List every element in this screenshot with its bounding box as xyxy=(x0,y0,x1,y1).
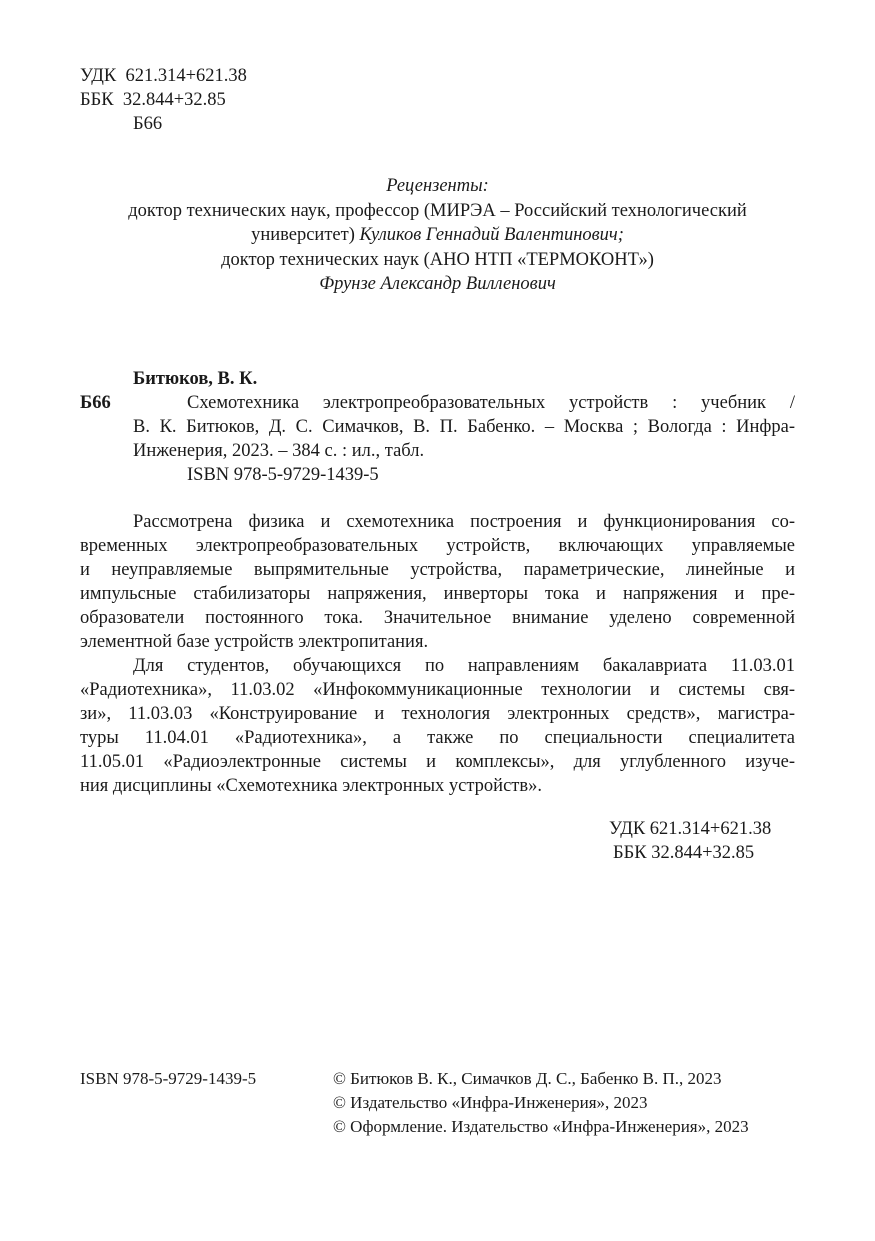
reviewer-1-affiliation-end: университет) xyxy=(251,225,360,245)
bbk-value: 32.844+32.85 xyxy=(122,90,226,110)
bib-line: Схемотехника электропреобразовательных устройств : учебник / xyxy=(187,393,795,413)
bib-author: Битюков, В. К. xyxy=(133,369,258,389)
copyright-line: © Издательство «Инфра-Инженерия», 2023 xyxy=(333,1093,648,1112)
abstract-line: образователи постоянного тока. Значительное внимание уделено современной xyxy=(80,608,795,628)
bbk-label: ББК xyxy=(80,90,114,110)
bib-line: В. К. Битюков, Д. С. Симачков, В. П. Бабенко. – Москва ; Вологда : Инфра- xyxy=(133,417,795,437)
reviewers-heading: Рецензенты: xyxy=(386,176,489,196)
bib-line: Инженерия, 2023. – 384 с. : ил., табл. xyxy=(133,441,425,461)
udk-label: УДК xyxy=(80,66,117,86)
abstract-line: временных электропреобразовательных устройств, включающих управляемые xyxy=(80,536,795,556)
udk-line xyxy=(80,64,247,88)
audience-line: ния дисциплины «Схемотехника электронных устройств». xyxy=(80,776,542,796)
author-mark: Б66 xyxy=(133,114,163,134)
reviewer-1-name: Куликов Геннадий Валентинович; xyxy=(359,225,624,245)
audience-line: 11.05.01 «Радиоэлектронные системы и комплексы», для углубленного изуче- xyxy=(80,752,795,772)
copyright-line: © Оформление. Издательство «Инфра-Инженерия», 2023 xyxy=(333,1117,749,1136)
audience-line: Для студентов, обучающихся по направлениям бакалавриата 11.03.01 xyxy=(133,656,795,676)
reviewer-1-affiliation: доктор технических наук, профессор (МИРЭА – Российский технологический xyxy=(128,201,747,221)
audience-line: зи», 11.03.03 «Конструирование и технология электронных средств», магистра- xyxy=(80,704,795,724)
index-bbk: ББК 32.844+32.85 xyxy=(613,843,755,863)
bbk-line xyxy=(80,88,226,112)
index-udk: УДК 621.314+621.38 xyxy=(609,819,772,839)
footer-isbn: ISBN 978-5-9729-1439-5 xyxy=(80,1069,257,1088)
bib-mark: Б66 xyxy=(80,393,111,413)
audience-line: «Радиотехника», 11.03.02 «Инфокоммуникационные технологии и системы свя- xyxy=(80,680,795,700)
abstract-line: и неуправляемые выпрямительные устройства, параметрические, линейные и xyxy=(80,560,795,580)
reviewer-2-affiliation: доктор технических наук (АНО НТП «ТЕРМОКОНТ») xyxy=(221,250,654,270)
udk-value: 621.314+621.38 xyxy=(125,66,247,86)
abstract-line: Рассмотрена физика и схемотехника построения и функционирования со- xyxy=(133,512,795,532)
abstract-line: импульсные стабилизаторы напряжения, инверторы тока и напряжения и пре- xyxy=(80,584,795,604)
reviewer-1-line xyxy=(0,223,875,248)
copyright-line: © Битюков В. К., Симачков Д. С., Бабенко В. П., 2023 xyxy=(333,1069,722,1088)
audience-line: туры 11.04.01 «Радиотехника», а также по специальности специалитета xyxy=(80,728,795,748)
abstract-line: элементной базе устройств электропитания. xyxy=(80,632,429,652)
bib-isbn: ISBN 978-5-9729-1439-5 xyxy=(187,465,379,485)
reviewer-2-name: Фрунзе Александр Вилленович xyxy=(319,274,556,294)
